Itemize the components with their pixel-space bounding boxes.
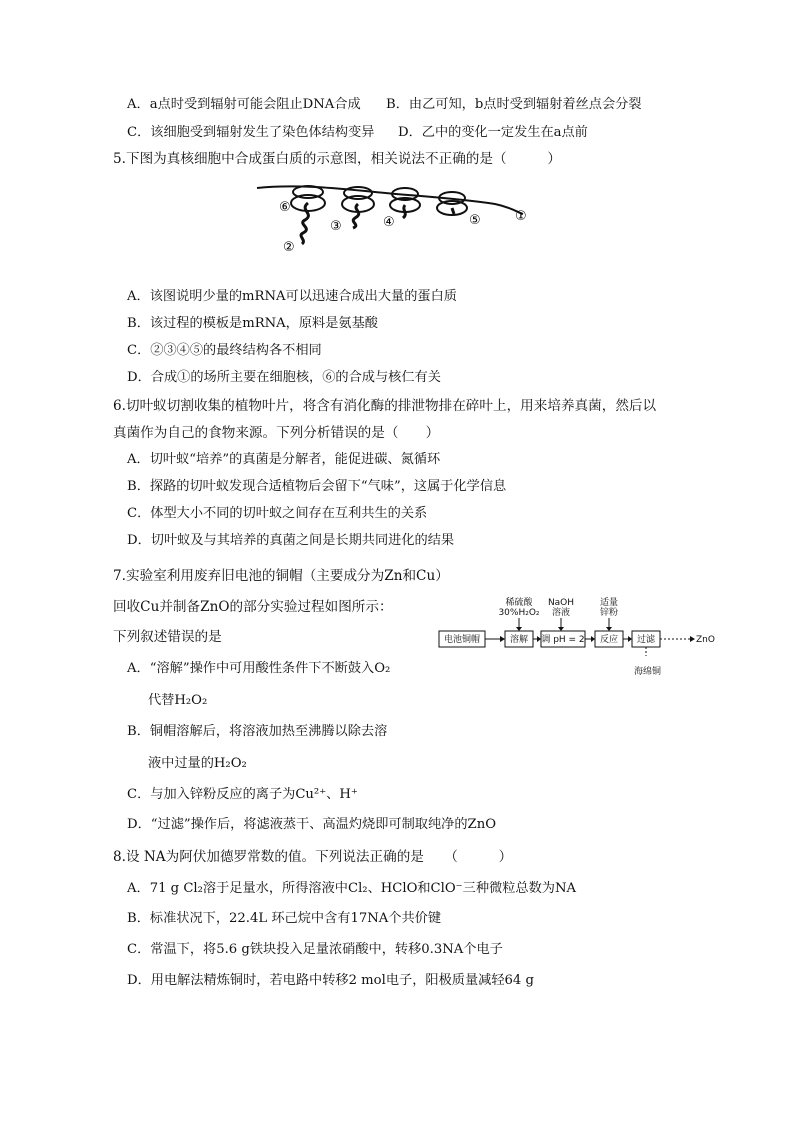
ribosome-4 [437, 192, 467, 215]
q5-option-b: B．该过程的模板是mRNA，原料是氨基酸 [127, 316, 378, 331]
q7-stem-line-2: 回收Cu并制备ZnO的部分实验过程如图所示： [113, 599, 393, 615]
byproduct-sponge-copper: 海绵铜 [634, 667, 662, 677]
q4-option-d: D．乙中的变化一定发生在a点前 [398, 125, 588, 140]
reagent-2-line-2: 溶液 [551, 608, 571, 618]
label-6: ⑥ [279, 200, 291, 215]
q8-stem: 8.设 NA为阿伏加德罗常数的值。下列说法正确的是 （ ） [113, 849, 513, 865]
label-1: ① [515, 209, 527, 224]
box-adjust-ph-label: 调 pH = 2 [541, 635, 585, 645]
q5-option-a: A．该图说明少量的mRNA可以迅速合成出大量的蛋白质 [127, 289, 457, 304]
q8-option-a: A．71 g Cl₂溶于足量水，所得溶液中Cl₂、HClO和ClO⁻三种微粒总数为NA [127, 881, 577, 896]
q8-option-b: B．标准状况下，22.4L 环己烷中含有17NA个共价键 [127, 911, 442, 926]
polypeptide-short [403, 205, 405, 218]
q7-option-a-line-2: 代替H₂O₂ [148, 693, 208, 708]
reagent-1-line-1: 稀硫酸 [505, 598, 533, 608]
ribosome-3 [390, 188, 420, 218]
q5-option-c: C．②③④⑤的最终结构各不相同 [127, 343, 322, 358]
polypeptide-shortest [452, 208, 454, 214]
q7-option-d: D．“过滤”操作后，将滤液蒸干、高温灼烧即可制取纯净的ZnO [127, 817, 497, 832]
q4-option-a: A．a点时受到辐射可能会阻止DNA合成 [127, 97, 361, 112]
product-zno: ZnO [696, 635, 715, 645]
q7-option-b-line-1: B．铜帽溶解后，将溶液加热至沸腾以除去溶 [127, 724, 388, 739]
q6-option-b: B．探路的切叶蚁发现合适植物后会留下“气味”，这属于化学信息 [127, 479, 507, 494]
reagent-1-line-2: 30%H₂O₂ [498, 608, 540, 618]
q7-stem-line-3: 下列叙述错误的是 [113, 629, 222, 645]
q6-option-d: D．切叶蚁及与其培养的真菌之间是长期共同进化的结果 [127, 533, 455, 548]
box-reaction-label: 反应 [599, 635, 619, 645]
polypeptide-medium [353, 204, 359, 228]
q8-option-d: D．用电解法精炼铜时，若电路中转移2 mol电子，阳极质量减轻64 g [127, 973, 534, 988]
copper-recovery-flowchart [436, 596, 726, 658]
ribosome-2 [342, 187, 374, 228]
reagent-3-line-2: 锌粉 [599, 608, 619, 618]
ribosome-translation-diagram [255, 178, 545, 258]
q6-stem-line-1: 6.切叶蚁切割收集的植物叶片，将含有消化酶的排泄物排在碎叶上，用来培养真菌，然后以 [113, 398, 657, 414]
reagent-3-line-1: 适量 [599, 598, 619, 608]
q7-option-b-line-2: 液中过量的H₂O₂ [148, 756, 247, 771]
q6-option-c: C．体型大小不同的切叶蚁之间存在互利共生的关系 [127, 506, 428, 521]
q7-option-a-line-1: A．“溶解”操作中可用酸性条件下不断鼓入O₂ [127, 661, 391, 676]
label-2: ② [283, 240, 295, 255]
ribosome-1 [291, 186, 325, 244]
q5-option-d: D．合成①的场所主要在细胞核，⑥的合成与核仁有关 [127, 370, 441, 385]
q7-stem-line-1: 7.实验室利用废弃旧电池的铜帽（主要成分为Zn和Cu） [113, 568, 449, 584]
q6-option-a: A．切叶蚁“培养”的真菌是分解者，能促进碳、氮循环 [127, 452, 441, 467]
q4-option-c: C．该细胞受到辐射发生了染色体结构变异 [127, 125, 375, 140]
q6-stem-line-2: 真菌作为自己的食物来源。下列分析错误的是（ ） [113, 425, 440, 441]
q4-option-b: B．由乙可知，b点时受到辐射着丝点会分裂 [386, 97, 642, 112]
q8-option-c: C．常温下，将5.6 g铁块投入足量浓硝酸中，转移0.3NA个电子 [127, 942, 503, 957]
reagent-2-line-1: NaOH [547, 598, 575, 608]
polypeptide-long [301, 203, 308, 244]
q5-stem: 5.下图为真核细胞中合成蛋白质的示意图，相关说法不正确的是（ ） [113, 151, 561, 167]
box-battery-cap-label: 电池铜帽 [443, 635, 481, 645]
box-dissolve-label: 溶解 [509, 635, 529, 645]
q7-option-c: C．与加入锌粉反应的离子为Cu²⁺、H⁺ [127, 787, 358, 802]
label-5: ⑤ [469, 213, 481, 228]
label-3: ③ [330, 219, 342, 234]
box-filter-label: 过滤 [636, 635, 656, 645]
label-4: ④ [383, 215, 395, 230]
